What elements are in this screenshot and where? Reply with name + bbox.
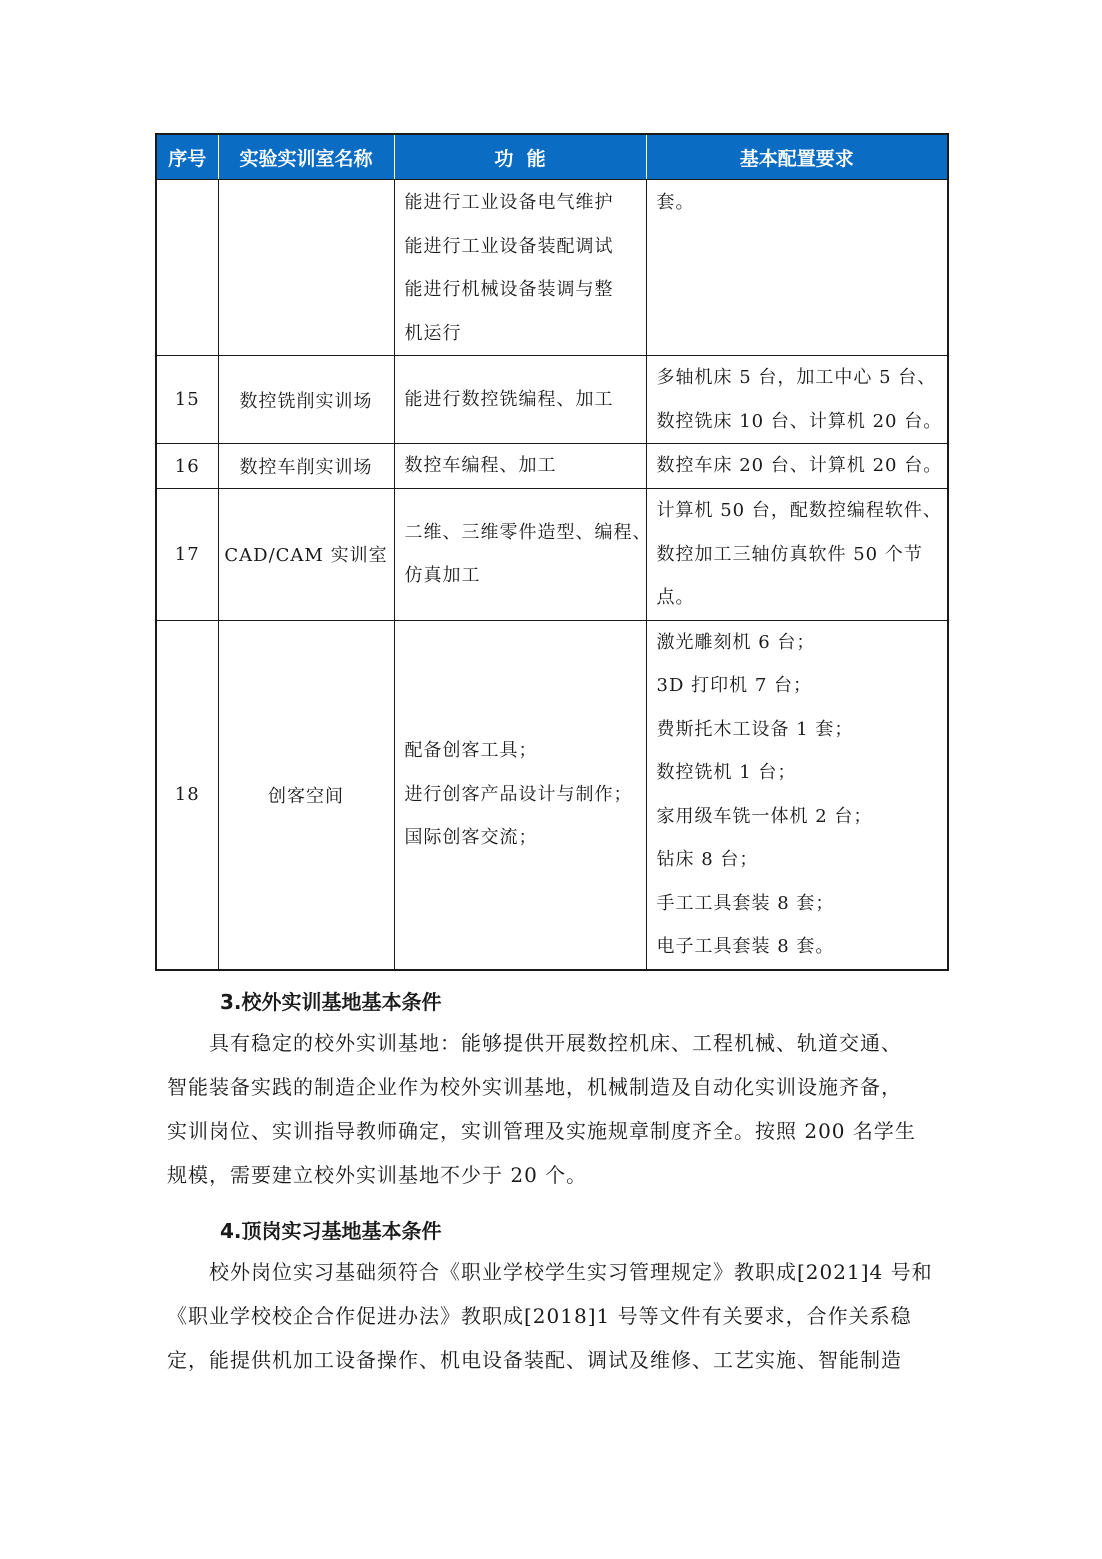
cell-name: 数控车削实训场 [218, 444, 394, 489]
function-line: 数控车编程、加工 [404, 455, 557, 477]
function-line: 二维、三维零件造型、编程、 [404, 521, 652, 543]
function-line: 能进行工业设备电气维护 [404, 192, 614, 213]
cell-name: 数控铣削实训场 [218, 356, 394, 444]
cell-function [394, 444, 646, 489]
table-row [156, 620, 948, 970]
config-line: 手工工具套装 8 套； [656, 892, 835, 914]
cell-config [646, 489, 948, 621]
cell-function [394, 356, 646, 444]
config-line: 电子工具套装 8 套。 [656, 936, 835, 957]
config-line: 3D 打印机 7 台； [656, 675, 813, 696]
header-name: 实验实训室名称 [218, 134, 394, 180]
config-line: 多轴机床 5 台，加工中心 5 台、 [656, 367, 937, 388]
function-line: 能进行机械设备装调与整 [404, 279, 614, 300]
cell-no: 18 [156, 620, 218, 970]
table-row-continued [156, 180, 948, 356]
config-line: 数控车床 20 台、计算机 20 台。 [656, 455, 943, 477]
section-4-paragraph [167, 1250, 947, 1382]
paragraph-line: 具有稳定的校外实训基地：能够提供开展数控机床、工程机械、轨道交通、 [209, 1031, 902, 1055]
cell-no [156, 180, 218, 356]
paragraph-line: 智能装备实践的制造企业作为校外实训基地，机械制造及自动化实训设施齐备， [167, 1075, 902, 1099]
config-line: 数控铣床 10 台、计算机 20 台。 [656, 410, 943, 432]
cell-function [394, 489, 652, 621]
cell-config [646, 180, 948, 356]
table-header-row [156, 134, 948, 180]
config-line: 数控铣机 1 台； [656, 762, 797, 783]
lab-equipment-table [155, 133, 949, 971]
config-line: 数控加工三轴仿真软件 50 个节 [656, 543, 923, 565]
function-line: 机运行 [404, 322, 462, 344]
function-line: 能进行工业设备装配调试 [404, 235, 614, 257]
config-line: 钻床 8 台； [656, 849, 759, 870]
table-row [156, 356, 948, 444]
config-line: 计算机 50 台，配数控编程软件、 [656, 500, 942, 521]
cell-name: 创客空间 [218, 620, 394, 970]
function-line: 能进行数控铣编程、加工 [404, 388, 614, 410]
cell-config [646, 444, 948, 489]
paragraph-line: 《职业学校校企合作促进办法》教职成[2018]1 号等文件有关要求，合作关系稳 [167, 1304, 912, 1328]
table-row [156, 489, 948, 621]
config-line: 点。 [656, 587, 695, 608]
paragraph-line: 规模，需要建立校外实训基地不少于 20 个。 [167, 1163, 588, 1187]
cell-no: 16 [156, 444, 218, 489]
function-line: 仿真加工 [404, 565, 481, 587]
header-config: 基本配置要求 [646, 134, 948, 180]
config-line: 套。 [656, 192, 695, 213]
section-4-heading: 4.顶岗实习基地基本条件 [220, 1219, 442, 1243]
cell-config [646, 620, 948, 970]
cell-name: CAD/CAM 实训室 [218, 489, 394, 621]
header-function: 功 能 [394, 134, 646, 180]
section-3-paragraph [167, 1021, 947, 1197]
cell-config [646, 356, 948, 444]
function-line: 国际创客交流； [404, 827, 538, 849]
config-line: 激光雕刻机 6 台； [656, 631, 816, 653]
header-no: 序号 [156, 134, 218, 180]
function-line: 配备创客工具； [404, 740, 538, 762]
cell-name [218, 180, 394, 356]
section-3-heading: 3.校外实训基地基本条件 [220, 990, 442, 1014]
paragraph-line: 实训岗位、实训指导教师确定，实训管理及实施规章制度齐全。按照 200 名学生 [167, 1119, 916, 1143]
paragraph-line: 定，能提供机加工设备操作、机电设备装配、调试及维修、工艺实施、智能制造 [167, 1348, 902, 1372]
cell-no: 15 [156, 356, 218, 444]
config-line: 费斯托木工设备 1 套； [656, 718, 854, 740]
config-line: 家用级车铣一体机 2 台； [656, 805, 873, 827]
paragraph-line: 校外岗位实习基础须符合《职业学校学生实习管理规定》教职成[2021]4 号和 [209, 1260, 933, 1284]
cell-function [394, 180, 646, 356]
cell-function [394, 620, 646, 970]
cell-no: 17 [156, 489, 218, 621]
table-row [156, 444, 948, 489]
function-line: 进行创客产品设计与制作； [404, 783, 633, 805]
